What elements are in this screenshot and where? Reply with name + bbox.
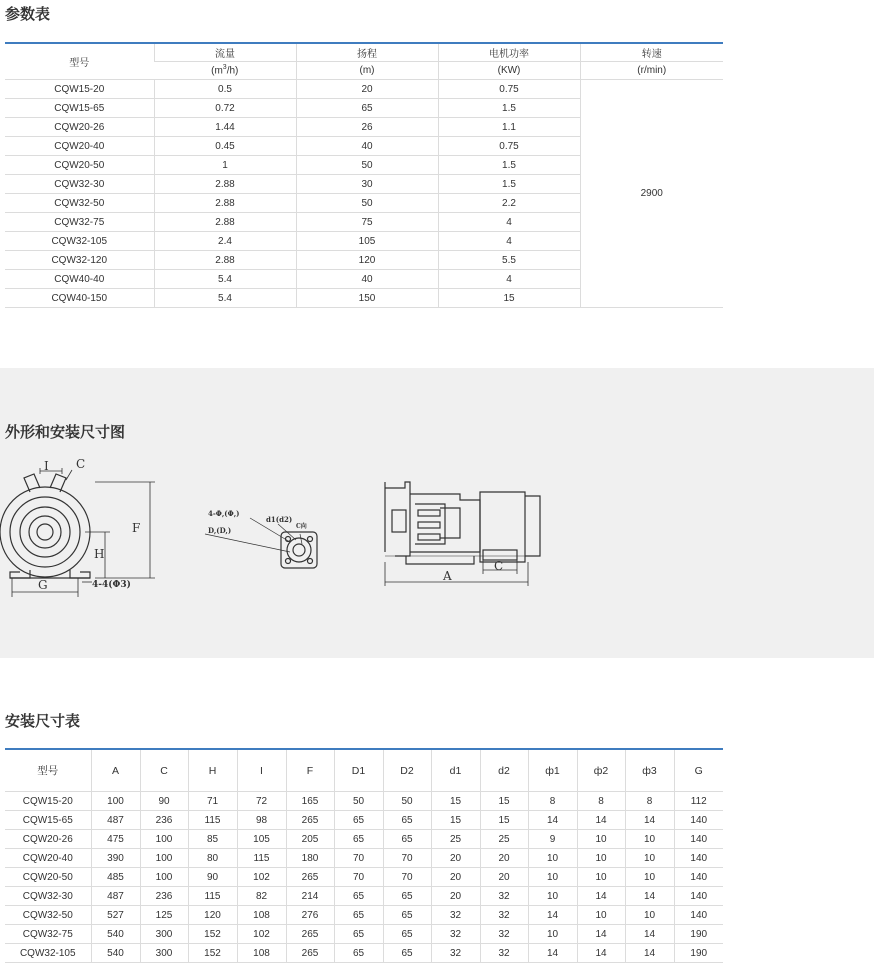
table-cell: 214: [286, 887, 334, 906]
table-cell: 2.88: [154, 194, 296, 213]
table-cell: 102: [237, 925, 286, 944]
table-cell: 32: [431, 925, 480, 944]
label-d: d1(d2): [266, 515, 293, 524]
table-cell: CQW32-30: [5, 887, 91, 906]
table-cell: 65: [334, 887, 383, 906]
table-cell: CQW32-120: [5, 251, 154, 270]
table-cell: 75: [296, 213, 438, 232]
header-model: 型号: [5, 43, 154, 80]
table-cell: 115: [188, 887, 237, 906]
table-cell: 0.75: [438, 137, 580, 156]
table-cell: CQW15-65: [5, 99, 154, 118]
table-cell: 0.5: [154, 80, 296, 99]
table-cell: 65: [383, 830, 431, 849]
table-cell: 65: [383, 906, 431, 925]
table-cell: 140: [674, 887, 723, 906]
table-cell: 9: [528, 830, 577, 849]
table-cell: 65: [296, 99, 438, 118]
table-cell: CQW15-20: [5, 80, 154, 99]
table-cell: 14: [625, 811, 674, 830]
column-header: ф3: [625, 749, 674, 792]
header-head-unit: (m): [296, 62, 438, 80]
header-speed-unit: (r/min): [580, 62, 723, 80]
table-cell: 4: [438, 270, 580, 289]
table-cell: 90: [140, 792, 188, 811]
table-cell: 65: [383, 811, 431, 830]
section-title-parameters: 参数表: [5, 5, 51, 23]
table-cell: 14: [577, 944, 625, 963]
table-cell: CQW20-50: [5, 156, 154, 175]
table-cell: 475: [91, 830, 140, 849]
table-cell: 236: [140, 811, 188, 830]
column-header: D2: [383, 749, 431, 792]
column-header: D1: [334, 749, 383, 792]
table-cell: 20: [431, 868, 480, 887]
table-cell: 72: [237, 792, 286, 811]
table-row: [5, 906, 723, 925]
table-cell: 14: [625, 925, 674, 944]
table-cell: 2.88: [154, 175, 296, 194]
label-c-direction: C向: [296, 523, 307, 530]
column-header: F: [286, 749, 334, 792]
table-cell: 25: [480, 830, 528, 849]
label-C-side: C: [494, 559, 504, 573]
table-cell: 98: [237, 811, 286, 830]
column-header: C: [140, 749, 188, 792]
header-flow: 流量: [154, 43, 296, 62]
table-cell: 70: [334, 868, 383, 887]
table-cell: 4: [438, 232, 580, 251]
table-cell: 50: [383, 792, 431, 811]
table-cell: 1.5: [438, 99, 580, 118]
table-cell: 265: [286, 944, 334, 963]
table-cell: 10: [625, 830, 674, 849]
table-row: [5, 830, 723, 849]
table-cell: 100: [140, 868, 188, 887]
table-cell: CQW32-105: [5, 944, 91, 963]
table-cell: 125: [140, 906, 188, 925]
table-cell: 65: [334, 906, 383, 925]
table-cell: 32: [431, 906, 480, 925]
table-cell: 65: [383, 944, 431, 963]
table-cell: 20: [431, 849, 480, 868]
table-cell: 32: [480, 944, 528, 963]
table-row: [5, 887, 723, 906]
table-cell: 50: [296, 194, 438, 213]
table-cell: 10: [577, 906, 625, 925]
table-cell: 40: [296, 270, 438, 289]
table-cell: 32: [431, 944, 480, 963]
table-cell: 0.75: [438, 80, 580, 99]
header-speed: 转速: [580, 43, 723, 62]
section-title-installation: 安装尺寸表: [5, 712, 81, 730]
table-cell: 8: [577, 792, 625, 811]
table-cell: 487: [91, 887, 140, 906]
column-header: ф2: [577, 749, 625, 792]
table-cell: 108: [237, 944, 286, 963]
table-cell: 10: [528, 849, 577, 868]
table-row: [5, 925, 723, 944]
table-cell: 10: [528, 887, 577, 906]
table-cell: 265: [286, 925, 334, 944]
table-cell: 108: [237, 906, 286, 925]
table-cell: 65: [334, 811, 383, 830]
table-cell: 2.88: [154, 213, 296, 232]
table-cell: 165: [286, 792, 334, 811]
table-cell: CQW15-20: [5, 792, 91, 811]
table-cell: 10: [625, 906, 674, 925]
table-cell: 540: [91, 944, 140, 963]
table-cell: 32: [480, 906, 528, 925]
table-cell: 8: [528, 792, 577, 811]
table-cell: 85: [188, 830, 237, 849]
table-cell: CQW20-26: [5, 118, 154, 137]
table-cell: 140: [674, 849, 723, 868]
table-cell: 20: [480, 868, 528, 887]
table-cell: 14: [577, 887, 625, 906]
table-cell: 80: [188, 849, 237, 868]
column-header: G: [674, 749, 723, 792]
table-cell: 10: [528, 868, 577, 887]
speed-value-cell: 2900: [580, 80, 723, 308]
table-cell: 2.2: [438, 194, 580, 213]
flow-unit-sup: 3: [222, 64, 227, 72]
table-cell: 71: [188, 792, 237, 811]
table-cell: 205: [286, 830, 334, 849]
table-cell: 70: [334, 849, 383, 868]
table-cell: 14: [625, 944, 674, 963]
table-cell: 10: [625, 849, 674, 868]
table-cell: 90: [188, 868, 237, 887]
table-cell: 15: [480, 811, 528, 830]
table-cell: 26: [296, 118, 438, 137]
table-cell: 2.88: [154, 251, 296, 270]
table-cell: 487: [91, 811, 140, 830]
table-cell: 0.72: [154, 99, 296, 118]
table-cell: 300: [140, 925, 188, 944]
label-C: C: [76, 457, 86, 471]
table-cell: 70: [383, 868, 431, 887]
table-row: [5, 849, 723, 868]
label-A: A: [443, 569, 452, 583]
table-cell: 30: [296, 175, 438, 194]
table-header-row: [5, 749, 723, 792]
table-cell: CQW32-30: [5, 175, 154, 194]
table-cell: 105: [237, 830, 286, 849]
parameter-table: [5, 42, 723, 308]
table-cell: 2.4: [154, 232, 296, 251]
table-cell: CQW20-26: [5, 830, 91, 849]
table-cell: CQW32-50: [5, 906, 91, 925]
table-cell: CQW40-150: [5, 289, 154, 308]
table-cell: 0.45: [154, 137, 296, 156]
header-power-unit: (KW): [438, 62, 580, 80]
table-cell: 14: [625, 887, 674, 906]
column-header: ф1: [528, 749, 577, 792]
table-cell: 265: [286, 868, 334, 887]
table-cell: 527: [91, 906, 140, 925]
label-I: I: [44, 459, 49, 473]
table-cell: 8: [625, 792, 674, 811]
table-cell: 390: [91, 849, 140, 868]
table-cell: 65: [383, 925, 431, 944]
table-cell: 140: [674, 906, 723, 925]
table-cell: 10: [528, 925, 577, 944]
flow-unit-pre: (m: [211, 65, 223, 77]
table-cell: 15: [480, 792, 528, 811]
table-cell: 14: [577, 925, 625, 944]
table-cell: 32: [480, 887, 528, 906]
table-cell: 180: [286, 849, 334, 868]
header-flow-unit: [154, 62, 296, 80]
table-cell: 152: [188, 944, 237, 963]
table-cell: 40: [296, 137, 438, 156]
table-cell: CQW32-105: [5, 232, 154, 251]
table-cell: 140: [674, 830, 723, 849]
table-cell: 25: [431, 830, 480, 849]
column-header: H: [188, 749, 237, 792]
table-cell: 1.1: [438, 118, 580, 137]
table-cell: 276: [286, 906, 334, 925]
table-cell: 1.5: [438, 156, 580, 175]
table-cell: 100: [140, 849, 188, 868]
header-head: 扬程: [296, 43, 438, 62]
table-cell: 5.5: [438, 251, 580, 270]
table-cell: 115: [188, 811, 237, 830]
table-cell: 65: [334, 830, 383, 849]
table-row: [5, 811, 723, 830]
table-cell: 112: [674, 792, 723, 811]
table-cell: 120: [188, 906, 237, 925]
label-F: F: [132, 521, 141, 535]
table-cell: 10: [577, 849, 625, 868]
table-cell: CQW32-50: [5, 194, 154, 213]
table-cell: CQW32-75: [5, 925, 91, 944]
column-header: 型号: [5, 749, 91, 792]
table-cell: 140: [674, 811, 723, 830]
table-cell: 152: [188, 925, 237, 944]
table-cell: CQW15-65: [5, 811, 91, 830]
table-cell: 150: [296, 289, 438, 308]
table-cell: 5.4: [154, 289, 296, 308]
column-header: d2: [480, 749, 528, 792]
table-cell: 105: [296, 232, 438, 251]
table-cell: 102: [237, 868, 286, 887]
table-row: [5, 792, 723, 811]
table-cell: 115: [237, 849, 286, 868]
table-cell: 14: [528, 811, 577, 830]
installation-dimension-table: [5, 748, 723, 963]
table-cell: 140: [674, 868, 723, 887]
table-cell: 15: [438, 289, 580, 308]
table-cell: 300: [140, 944, 188, 963]
table-cell: 10: [625, 868, 674, 887]
column-header: A: [91, 749, 140, 792]
table-cell: 70: [383, 849, 431, 868]
table-cell: 65: [383, 887, 431, 906]
table-cell: 20: [431, 887, 480, 906]
table-cell: 50: [334, 792, 383, 811]
table-cell: 20: [480, 849, 528, 868]
flow-unit-post: /h): [226, 65, 239, 77]
column-header: I: [237, 749, 286, 792]
table-cell: CQW20-50: [5, 868, 91, 887]
table-cell: CQW40-40: [5, 270, 154, 289]
dimension-drawings: [0, 452, 560, 602]
header-power: 电机功率: [438, 43, 580, 62]
label-G: G: [38, 578, 48, 592]
table-cell: 236: [140, 887, 188, 906]
table-row: [5, 868, 723, 887]
table-cell: 100: [91, 792, 140, 811]
table-row: [5, 944, 723, 963]
table-cell: CQW20-40: [5, 137, 154, 156]
table-cell: 10: [577, 830, 625, 849]
table-cell: CQW32-75: [5, 213, 154, 232]
table-cell: 32: [480, 925, 528, 944]
table-cell: 485: [91, 868, 140, 887]
table-cell: 120: [296, 251, 438, 270]
label-bolt-holes: 4-Φ,(Φ,): [208, 509, 240, 518]
table-cell: 65: [334, 944, 383, 963]
table-cell: 82: [237, 887, 286, 906]
table-cell: 190: [674, 944, 723, 963]
table-cell: 14: [528, 944, 577, 963]
side-view-drawing: [385, 482, 540, 586]
table-cell: CQW20-40: [5, 849, 91, 868]
table-cell: 10: [577, 868, 625, 887]
table-row: [5, 80, 723, 99]
table-cell: 50: [296, 156, 438, 175]
column-header: d1: [431, 749, 480, 792]
table-cell: 65: [334, 925, 383, 944]
table-cell: 20: [296, 80, 438, 99]
table-cell: 540: [91, 925, 140, 944]
table-cell: 190: [674, 925, 723, 944]
table-cell: 100: [140, 830, 188, 849]
table-cell: 15: [431, 811, 480, 830]
section-title-drawings: 外形和安装尺寸图: [5, 423, 126, 441]
table-cell: 1.44: [154, 118, 296, 137]
table-cell: 265: [286, 811, 334, 830]
label-D: D,(D,): [208, 526, 232, 535]
table-cell: 14: [528, 906, 577, 925]
table-cell: 1: [154, 156, 296, 175]
table-cell: 14: [577, 811, 625, 830]
label-foot-holes: 4-4(Φ3): [92, 580, 131, 590]
table-cell: 4: [438, 213, 580, 232]
label-H: H: [94, 547, 105, 561]
table-cell: 1.5: [438, 175, 580, 194]
table-cell: 5.4: [154, 270, 296, 289]
table-cell: 15: [431, 792, 480, 811]
